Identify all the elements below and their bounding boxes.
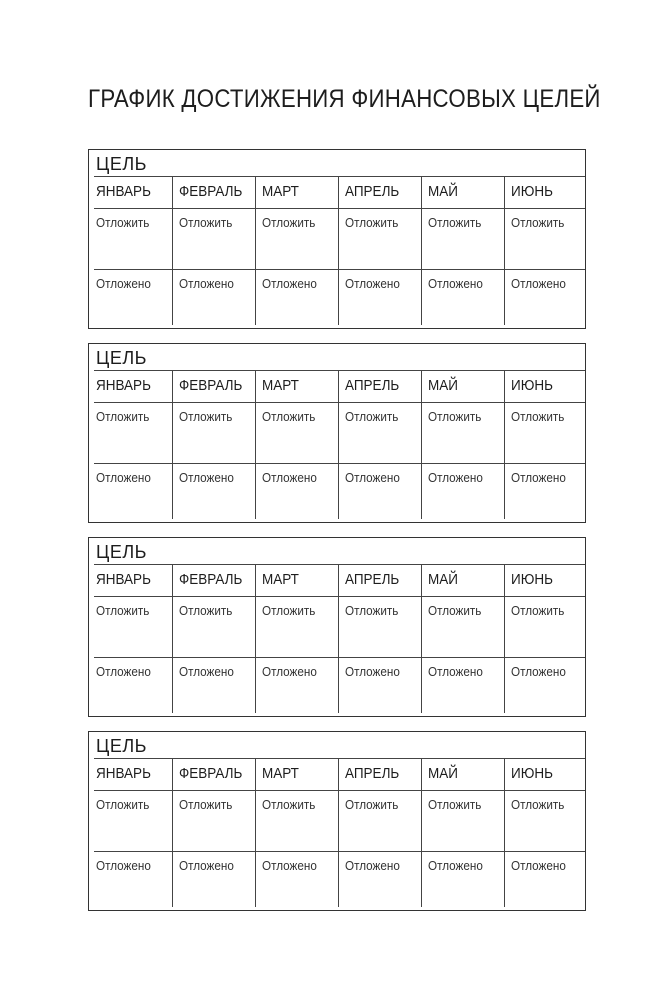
month-name: ИЮНЬ <box>511 183 553 200</box>
month-name: ИЮНЬ <box>511 571 553 588</box>
saved-field-label: Отложено <box>345 470 400 485</box>
saved-field-label: Отложено <box>428 276 483 291</box>
save-field-label: Отложить <box>262 215 316 230</box>
save-field-label: Отложить <box>96 409 150 424</box>
save-field-label: Отложить <box>511 409 565 424</box>
saved-field-label: Отложено <box>345 276 400 291</box>
month-name: ЯНВАРЬ <box>96 183 151 200</box>
month-name: ФЕВРАЛЬ <box>179 571 243 588</box>
month-column <box>504 371 587 519</box>
saved-field-label: Отложено <box>262 858 317 873</box>
month-name: МАЙ <box>428 183 458 200</box>
goal-label: ЦЕЛЬ <box>96 542 147 562</box>
month-column <box>172 177 255 325</box>
saved-field-label: Отложено <box>511 470 566 485</box>
saved-field-label: Отложено <box>428 470 483 485</box>
column-divider <box>504 177 505 325</box>
save-field-label: Отложить <box>511 603 565 618</box>
column-divider <box>338 177 339 325</box>
month-column <box>504 565 587 713</box>
month-column <box>89 371 172 519</box>
saved-field-label: Отложено <box>96 664 151 679</box>
saved-field-label: Отложено <box>96 276 151 291</box>
column-divider <box>421 371 422 519</box>
month-column <box>338 177 421 325</box>
goal-block <box>88 149 586 329</box>
column-divider <box>255 371 256 519</box>
column-divider <box>255 177 256 325</box>
month-column <box>89 177 172 325</box>
saved-field-label: Отложено <box>96 858 151 873</box>
month-name: АПРЕЛЬ <box>345 571 400 588</box>
month-column <box>172 565 255 713</box>
column-divider <box>504 371 505 519</box>
saved-field-label: Отложено <box>511 664 566 679</box>
months-row <box>89 565 587 713</box>
month-column <box>255 759 338 907</box>
month-name: АПРЕЛЬ <box>345 377 400 394</box>
save-field-label: Отложить <box>96 215 150 230</box>
goal-block <box>88 343 586 523</box>
month-name: МАРТ <box>262 183 299 200</box>
month-name: ИЮНЬ <box>511 377 553 394</box>
month-column <box>255 177 338 325</box>
month-column <box>421 371 504 519</box>
save-field-label: Отложить <box>179 215 233 230</box>
column-divider <box>172 177 173 325</box>
saved-field-label: Отложено <box>179 276 234 291</box>
column-divider <box>172 565 173 713</box>
saved-field-label: Отложено <box>511 858 566 873</box>
goal-block <box>88 731 586 911</box>
save-field-label: Отложить <box>428 215 482 230</box>
saved-field-label: Отложено <box>345 664 400 679</box>
save-field-label: Отложить <box>345 215 399 230</box>
month-column <box>89 759 172 907</box>
month-column <box>338 759 421 907</box>
saved-field-label: Отложено <box>428 664 483 679</box>
saved-field-label: Отложено <box>179 664 234 679</box>
column-divider <box>338 759 339 907</box>
column-divider <box>255 759 256 907</box>
column-divider <box>338 565 339 713</box>
saved-field-label: Отложено <box>179 858 234 873</box>
month-name: ЯНВАРЬ <box>96 377 151 394</box>
save-field-label: Отложить <box>428 603 482 618</box>
month-name: ФЕВРАЛЬ <box>179 377 243 394</box>
month-column <box>421 177 504 325</box>
month-column <box>421 759 504 907</box>
month-name: МАРТ <box>262 377 299 394</box>
save-field-label: Отложить <box>428 409 482 424</box>
saved-field-label: Отложено <box>428 858 483 873</box>
save-field-label: Отложить <box>511 797 565 812</box>
column-divider <box>338 371 339 519</box>
saved-field-label: Отложено <box>262 664 317 679</box>
save-field-label: Отложить <box>428 797 482 812</box>
month-name: МАЙ <box>428 571 458 588</box>
month-name: АПРЕЛЬ <box>345 183 400 200</box>
month-column <box>89 565 172 713</box>
month-name: МАРТ <box>262 765 299 782</box>
goal-label: ЦЕЛЬ <box>96 348 147 368</box>
column-divider <box>255 565 256 713</box>
months-row <box>89 759 587 907</box>
months-row <box>89 177 587 325</box>
month-column <box>504 759 587 907</box>
month-column <box>421 565 504 713</box>
months-row <box>89 371 587 519</box>
save-field-label: Отложить <box>179 797 233 812</box>
saved-field-label: Отложено <box>262 276 317 291</box>
save-field-label: Отложить <box>345 603 399 618</box>
column-divider <box>172 759 173 907</box>
month-name: ИЮНЬ <box>511 765 553 782</box>
month-name: ЯНВАРЬ <box>96 571 151 588</box>
month-name: МАРТ <box>262 571 299 588</box>
month-name: МАЙ <box>428 377 458 394</box>
column-divider <box>504 759 505 907</box>
goal-block <box>88 537 586 717</box>
page-title: ГРАФИК ДОСТИЖЕНИЯ ФИНАНСОВЫХ ЦЕЛЕЙ <box>88 85 601 113</box>
goal-label: ЦЕЛЬ <box>96 154 147 174</box>
column-divider <box>172 371 173 519</box>
month-name: МАЙ <box>428 765 458 782</box>
month-column <box>338 565 421 713</box>
save-field-label: Отложить <box>262 797 316 812</box>
month-column <box>255 371 338 519</box>
column-divider <box>421 177 422 325</box>
saved-field-label: Отложено <box>511 276 566 291</box>
month-name: ЯНВАРЬ <box>96 765 151 782</box>
saved-field-label: Отложено <box>96 470 151 485</box>
save-field-label: Отложить <box>262 409 316 424</box>
month-name: ФЕВРАЛЬ <box>179 183 243 200</box>
save-field-label: Отложить <box>511 215 565 230</box>
month-column <box>338 371 421 519</box>
month-name: АПРЕЛЬ <box>345 765 400 782</box>
save-field-label: Отложить <box>96 603 150 618</box>
column-divider <box>421 759 422 907</box>
column-divider <box>421 565 422 713</box>
goal-label: ЦЕЛЬ <box>96 736 147 756</box>
save-field-label: Отложить <box>179 603 233 618</box>
month-name: ФЕВРАЛЬ <box>179 765 243 782</box>
month-column <box>172 371 255 519</box>
saved-field-label: Отложено <box>179 470 234 485</box>
save-field-label: Отложить <box>179 409 233 424</box>
save-field-label: Отложить <box>345 409 399 424</box>
save-field-label: Отложить <box>345 797 399 812</box>
saved-field-label: Отложено <box>345 858 400 873</box>
save-field-label: Отложить <box>262 603 316 618</box>
month-column <box>255 565 338 713</box>
month-column <box>504 177 587 325</box>
save-field-label: Отложить <box>96 797 150 812</box>
month-column <box>172 759 255 907</box>
saved-field-label: Отложено <box>262 470 317 485</box>
column-divider <box>504 565 505 713</box>
